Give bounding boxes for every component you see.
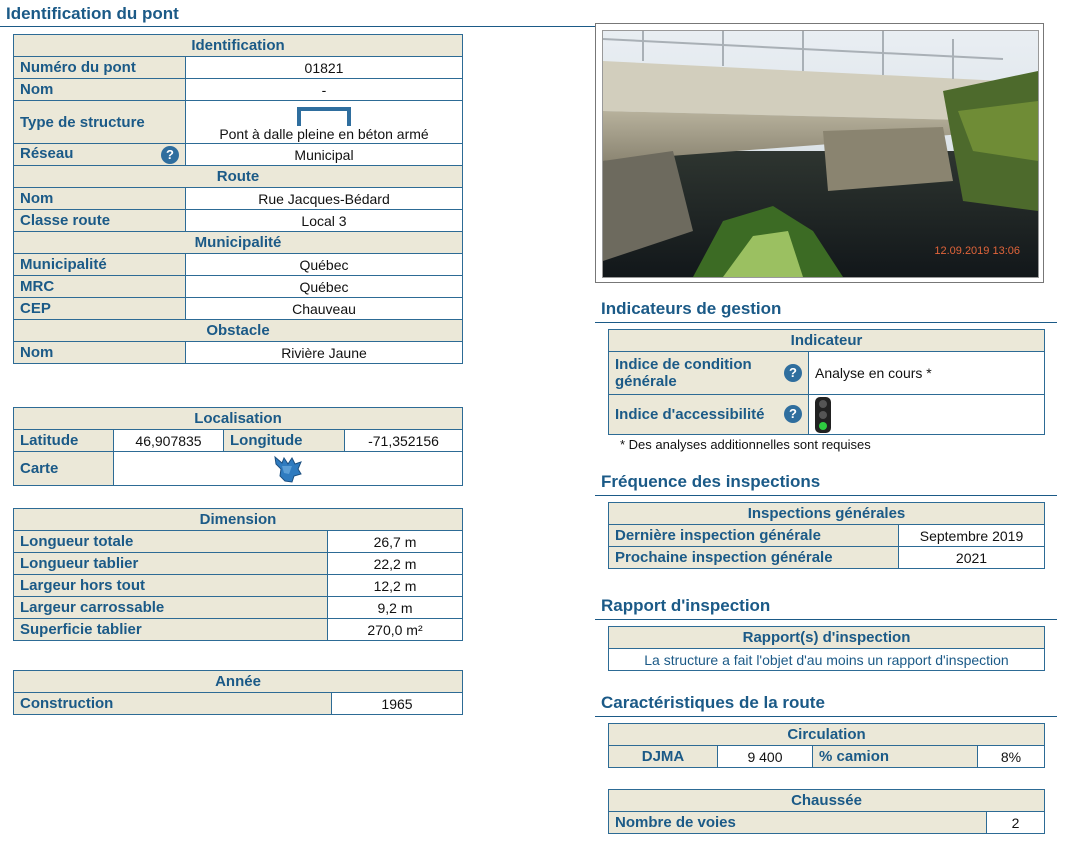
localisation-table [13, 407, 463, 486]
road-class-label: Classe route [14, 210, 186, 232]
djma-value: 9 400 [718, 746, 813, 768]
obstacle-header: Obstacle [14, 320, 463, 342]
total-length-label: Longueur totale [14, 531, 328, 553]
roadway-header: Chaussée [609, 790, 1045, 812]
overall-width-value: 12,2 m [328, 575, 463, 597]
municipality-label: Municipalité [14, 254, 186, 276]
inspections-table [608, 502, 1045, 569]
next-inspection-value: 2021 [899, 547, 1045, 569]
longitude-value: -71,352156 [345, 430, 463, 452]
indicator-header: Indicateur [609, 330, 1045, 352]
lanes-value: 2 [987, 812, 1045, 834]
inspection-report-title: Rapport d'inspection [601, 596, 771, 615]
report-link[interactable]: La structure a fait l'objet d'au moins un rapport d'inspection [609, 649, 1045, 671]
year-table [13, 670, 463, 715]
mrc-label: MRC [14, 276, 186, 298]
longitude-label: Longitude [224, 430, 345, 452]
map-cell [114, 452, 463, 486]
traffic-table [608, 723, 1045, 768]
photo-frame [595, 23, 1044, 283]
general-inspections-header: Inspections générales [609, 503, 1045, 525]
bridge-photo[interactable] [602, 30, 1039, 278]
construction-label: Construction [14, 693, 332, 715]
cep-label: CEP [14, 298, 186, 320]
rule [595, 495, 1057, 496]
identification-header: Identification [14, 35, 463, 57]
help-icon[interactable]: ? [784, 364, 802, 382]
bridge-number-label: Numéro du pont [14, 57, 186, 79]
bridge-name-value: - [186, 79, 463, 101]
help-icon[interactable]: ? [161, 146, 179, 164]
construction-value: 1965 [332, 693, 463, 715]
network-value: Municipal [186, 144, 463, 166]
mrc-value: Québec [186, 276, 463, 298]
inspection-frequency-title: Fréquence des inspections [601, 472, 821, 491]
network-label-cell [14, 144, 186, 166]
total-length-value: 26,7 m [328, 531, 463, 553]
road-class-value: Local 3 [186, 210, 463, 232]
year-header: Année [14, 671, 463, 693]
deck-area-label: Superficie tablier [14, 619, 328, 641]
next-inspection-label: Prochaine inspection générale [609, 547, 899, 569]
photo-date-stamp: 12.09.2019 13:06 [934, 245, 1020, 257]
overall-width-label: Largeur hors tout [14, 575, 328, 597]
road-name-value: Rue Jacques-Bédard [186, 188, 463, 210]
network-label: Réseau [20, 145, 74, 162]
roadway-width-label: Largeur carrossable [14, 597, 328, 619]
deck-length-label: Longueur tablier [14, 553, 328, 575]
deck-length-value: 22,2 m [328, 553, 463, 575]
accessibility-index-label: Indice d'accessibilité [615, 406, 765, 423]
bridge-name-label: Nom [14, 79, 186, 101]
indicator-note: * Des analyses additionnelles sont requises [620, 437, 871, 452]
truck-percent-value: 8% [978, 746, 1045, 768]
identification-table [13, 34, 463, 364]
reports-table [608, 626, 1045, 671]
condition-index-value: Analyse en cours * [809, 352, 1045, 395]
slab-bridge-icon [296, 106, 352, 126]
roadway-table [608, 789, 1045, 834]
title-rule [0, 26, 596, 27]
accessibility-index-label-cell [609, 395, 809, 435]
rule [595, 716, 1057, 717]
indicators-table [608, 329, 1045, 435]
last-inspection-value: Septembre 2019 [899, 525, 1045, 547]
help-icon[interactable]: ? [784, 405, 802, 423]
structure-type-value: Pont à dalle pleine en béton armé [219, 126, 429, 142]
lanes-label: Nombre de voies [609, 812, 987, 834]
road-characteristics-title: Caractéristiques de la route [601, 693, 825, 712]
obstacle-name-value: Rivière Jaune [186, 342, 463, 364]
condition-index-label-cell [609, 352, 809, 395]
rule [595, 322, 1057, 323]
map-label: Carte [14, 452, 114, 486]
rule [595, 619, 1057, 620]
condition-index-label: Indice de condition générale [615, 356, 752, 390]
latitude-value: 46,907835 [114, 430, 224, 452]
roadway-width-value: 9,2 m [328, 597, 463, 619]
cep-value: Chauveau [186, 298, 463, 320]
page-title: Identification du pont [6, 4, 179, 23]
djma-label: DJMA [609, 746, 718, 768]
dimension-table [13, 508, 463, 641]
structure-type-cell [186, 101, 463, 144]
reports-header: Rapport(s) d'inspection [609, 627, 1045, 649]
management-indicators-title: Indicateurs de gestion [601, 299, 782, 318]
deck-area-value: 270,0 m² [328, 619, 463, 641]
structure-type-label: Type de structure [14, 101, 186, 144]
municipality-value: Québec [186, 254, 463, 276]
map-link-icon[interactable] [272, 454, 304, 484]
localisation-header: Localisation [14, 408, 463, 430]
dimension-header: Dimension [14, 509, 463, 531]
road-name-label: Nom [14, 188, 186, 210]
route-header: Route [14, 166, 463, 188]
accessibility-index-cell [809, 395, 1045, 435]
traffic-header: Circulation [609, 724, 1045, 746]
bridge-photo-image [603, 31, 1038, 277]
last-inspection-label: Dernière inspection générale [609, 525, 899, 547]
bridge-number-value: 01821 [186, 57, 463, 79]
obstacle-name-label: Nom [14, 342, 186, 364]
latitude-label: Latitude [14, 430, 114, 452]
traffic-light-icon [815, 397, 831, 433]
truck-percent-label: % camion [813, 746, 978, 768]
municipality-header: Municipalité [14, 232, 463, 254]
